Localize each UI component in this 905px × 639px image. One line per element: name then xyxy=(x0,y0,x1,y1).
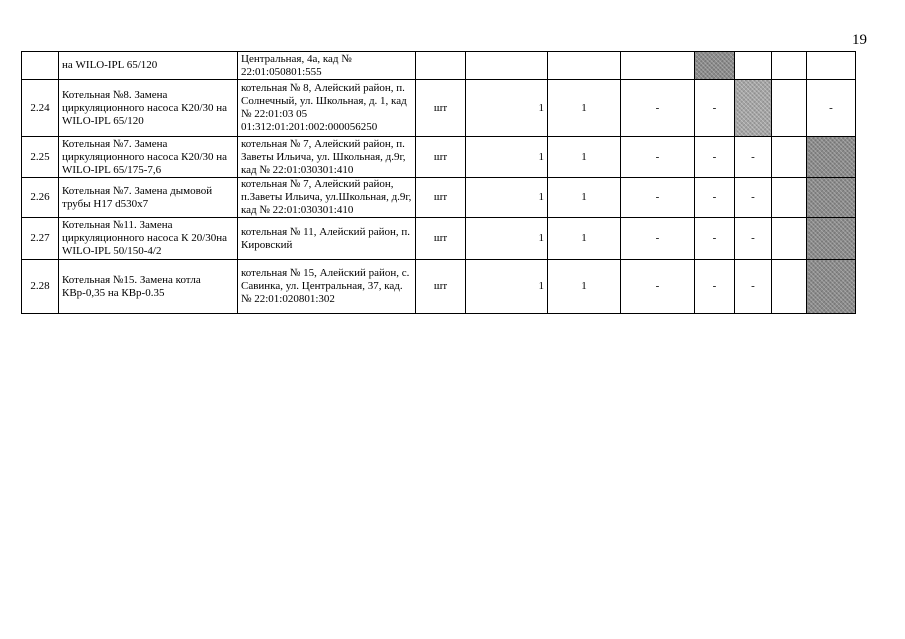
value-cell: - xyxy=(695,178,735,218)
value-cell xyxy=(772,52,807,80)
shaded-cell xyxy=(807,218,856,260)
value-cell: - xyxy=(695,80,735,137)
work-name-cell: Котельная №7. Замена дымовой трубы Н17 d530x7 xyxy=(59,178,238,218)
address-cell: котельная № 15, Алейский район, с. Савинка, ул. Центральная, 37, кад. № 22:01:020801:302 xyxy=(238,260,416,314)
value-cell xyxy=(772,260,807,314)
shaded-cell xyxy=(735,80,772,137)
value-cell: - xyxy=(735,218,772,260)
table-row xyxy=(22,52,856,80)
value-cell xyxy=(735,52,772,80)
table-row xyxy=(22,218,856,260)
value-cell: - xyxy=(621,218,695,260)
address-cell: котельная № 7, Алейский район, п. Заветы Ильича, ул. Школьная, д.9г, кад № 22:01:030301:410 xyxy=(238,137,416,178)
table-row xyxy=(22,260,856,314)
address-cell: котельная № 7, Алейский район, п.Заветы Ильича, ул.Школьная, д.9г, кад № 22:01:030301:410 xyxy=(238,178,416,218)
row-number-cell: 2.26 xyxy=(22,178,59,218)
value-cell: - xyxy=(621,80,695,137)
value-cell xyxy=(772,137,807,178)
address-cell: Центральная, 4а, кад № 22:01:050801:555 xyxy=(238,52,416,80)
value-cell xyxy=(772,218,807,260)
work-name-cell: на WILO-IPL 65/120 xyxy=(59,52,238,80)
work-name-cell: Котельная №15. Замена котла КВр-0,35 на КВр-0.35 xyxy=(59,260,238,314)
value-cell xyxy=(621,52,695,80)
value-cell xyxy=(807,52,856,80)
work-name-cell: Котельная №11. Замена циркуляционного насоса К 20/30на WILO-IPL 50/150-4/2 xyxy=(59,218,238,260)
row-number-cell: 2.24 xyxy=(22,80,59,137)
value-cell: - xyxy=(695,260,735,314)
value-cell: - xyxy=(735,178,772,218)
shaded-cell xyxy=(695,52,735,80)
shaded-cell xyxy=(807,137,856,178)
row-number-cell: 2.25 xyxy=(22,137,59,178)
value-cell: 1 xyxy=(466,260,548,314)
unit-cell xyxy=(416,52,466,80)
value-cell: - xyxy=(735,137,772,178)
value-cell: - xyxy=(621,260,695,314)
shaded-cell xyxy=(807,260,856,314)
value-cell: - xyxy=(735,260,772,314)
address-cell: котельная № 11, Алейский район, п. Кировский xyxy=(238,218,416,260)
value-cell xyxy=(466,52,548,80)
work-name-cell: Котельная №8. Замена циркуляционного насоса К20/30 на WILO-IPL 65/120 xyxy=(59,80,238,137)
value-cell: 1 xyxy=(548,218,621,260)
unit-cell: шт xyxy=(416,260,466,314)
table-row xyxy=(22,178,856,218)
unit-cell: шт xyxy=(416,80,466,137)
value-cell: - xyxy=(695,218,735,260)
value-cell: 1 xyxy=(548,178,621,218)
row-number-cell: 2.28 xyxy=(22,260,59,314)
value-cell: - xyxy=(621,137,695,178)
row-number-cell xyxy=(22,52,59,80)
value-cell xyxy=(772,178,807,218)
value-cell xyxy=(772,80,807,137)
works-table xyxy=(21,51,856,314)
work-name-cell: Котельная №7. Замена циркуляционного насоса К20/30 на WILO-IPL 65/175-7,6 xyxy=(59,137,238,178)
value-cell: 1 xyxy=(466,80,548,137)
table-row xyxy=(22,80,856,137)
value-cell: 1 xyxy=(466,137,548,178)
value-cell: 1 xyxy=(466,178,548,218)
value-cell xyxy=(548,52,621,80)
page-number: 19 xyxy=(852,32,867,48)
value-cell: - xyxy=(621,178,695,218)
value-cell: 1 xyxy=(466,218,548,260)
unit-cell: шт xyxy=(416,178,466,218)
unit-cell: шт xyxy=(416,137,466,178)
value-cell: 1 xyxy=(548,137,621,178)
table-row xyxy=(22,137,856,178)
value-cell: - xyxy=(695,137,735,178)
value-cell: 1 xyxy=(548,80,621,137)
value-cell: 1 xyxy=(548,260,621,314)
row-number-cell: 2.27 xyxy=(22,218,59,260)
address-cell: котельная № 8, Алейский район, п. Солнечный, ул. Школьная, д. 1, кад № 22:01:03 05 01:312:01:201:002:000056250 xyxy=(238,80,416,137)
shaded-cell xyxy=(807,178,856,218)
unit-cell: шт xyxy=(416,218,466,260)
value-cell: - xyxy=(807,80,856,137)
